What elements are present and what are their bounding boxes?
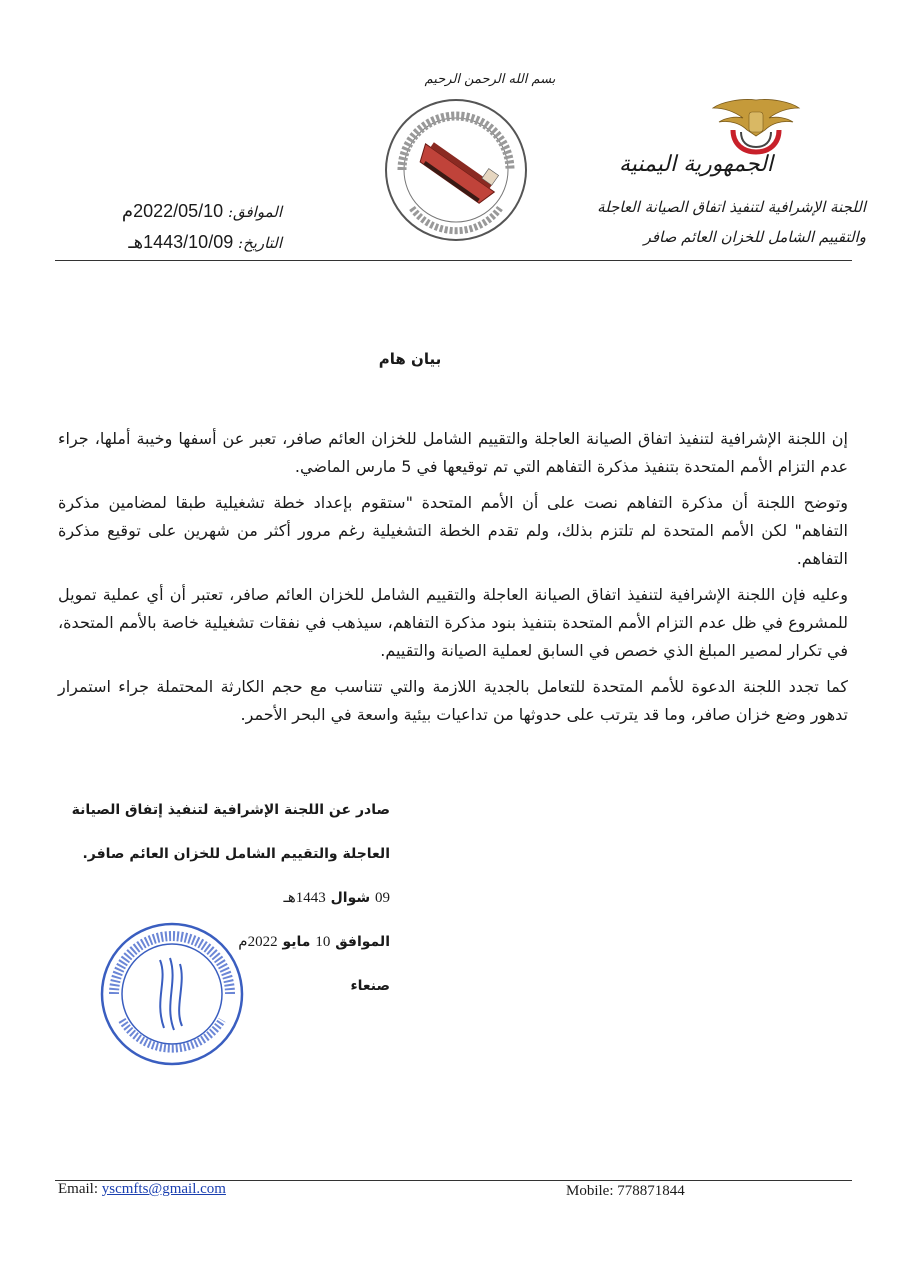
issuer-hijri-month: شوال xyxy=(330,890,371,906)
hijri-date-value: 1443/10/09هـ xyxy=(128,232,234,252)
issuer-gregorian-day: 10 xyxy=(315,934,331,950)
date-block xyxy=(112,196,282,258)
issuer-hijri-date xyxy=(70,876,390,920)
mobile-label: Mobile: xyxy=(566,1183,614,1199)
issuer-gregorian-year: 2022م xyxy=(238,934,278,950)
footer-mobile xyxy=(566,1183,685,1200)
gregorian-date-row xyxy=(112,196,282,227)
statement-body xyxy=(58,425,848,737)
committee-seal-icon xyxy=(382,96,530,244)
paragraph-2: وتوضح اللجنة أن مذكرة التفاهم نصت على أن الأمم المتحدة "ستقوم بإعداد خطة تشغيلية طبقا لمضامين مذكرة التفاهم" لكن الأمم المتحدة لم تلتزم بذلك، ولم تقدم الخطة التشغيلية رغم مرور أكثر من شهرين على توقيع مذكرة التفاهم. xyxy=(58,493,848,568)
email-label: Email: xyxy=(58,1181,98,1197)
footer-email xyxy=(58,1181,226,1198)
issuer-city: صنعاء xyxy=(350,978,390,994)
hijri-date-row xyxy=(112,227,282,258)
eagle-emblem-icon xyxy=(711,96,801,156)
document-title: بيان هام xyxy=(378,350,442,368)
paragraph-1: إن اللجنة الإشرافية لتنفيذ اتفاق الصيانة العاجلة والتقييم الشامل للخزان العائم صافر، تعبر عن أسفها وخيبة أملها، جراء عدم التزام الأمم المتحدة بتنفيذ مذكرة التفاهم التي تم توقيعها في 5 مارس الماضي. xyxy=(58,429,848,476)
header-divider xyxy=(55,260,852,261)
issuer-gregorian-month: مايو xyxy=(282,934,311,950)
issuer-line-1: صادر عن اللجنة الإشرافية لتنفيذ إتفاق الصيانة xyxy=(71,802,390,818)
committee-line-2: والتقييم الشامل للخزان العائم صافر xyxy=(643,228,866,246)
hijri-date-label: التاريخ: xyxy=(238,234,282,252)
issuer-hijri-year: 1443هـ xyxy=(283,890,326,906)
gregorian-date-label: الموافق: xyxy=(227,203,282,221)
paragraph-3: وعليه فإن اللجنة الإشرافية لتنفيذ اتفاق الصيانة العاجلة والتقييم الشامل للخزان العائم صافر، تعتبر أن أي عملية تمويل للمشروع في ظل عدم التزام الأمم المتحدة بتنفيذ بنود مذكرة التفاهم، سيذهب في نفقات تشغيلية خاصة بالأمم المتحدة، في تكرار لمصير المبلغ الذي خصص في السابق لعملية الصيانة والتقييم. xyxy=(58,585,848,660)
mobile-number: 778871844 xyxy=(617,1183,685,1199)
blue-seal-icon xyxy=(98,920,246,1068)
email-link[interactable]: yscmfts@gmail.com xyxy=(101,1181,226,1197)
basmala: بسم الله الرحمن الرحيم xyxy=(424,72,556,87)
issuer-gregorian-label: الموافق xyxy=(335,934,390,950)
paragraph-4: كما تجدد اللجنة الدعوة للأمم المتحدة للتعامل بالجدية اللازمة والتي تتناسب مع حجم الكارثة المحتملة جراء استمرار تدهور وضع خزان صافر، وما قد يترتب على حدوثها من تداعيات بيئية واسعة في البحر الأحمر. xyxy=(58,677,848,724)
issuer-line-2: العاجلة والتقييم الشامل للخزان العائم صافر. xyxy=(82,846,390,862)
committee-header xyxy=(566,192,866,252)
government-title: الجمهورية اليمنية xyxy=(618,152,774,177)
committee-line-1: اللجنة الإشرافية لتنفيذ اتفاق الصيانة العاجلة xyxy=(597,198,866,216)
issuer-hijri-day: 09 xyxy=(375,890,390,906)
gregorian-date-value: 2022/05/10م xyxy=(121,201,224,221)
